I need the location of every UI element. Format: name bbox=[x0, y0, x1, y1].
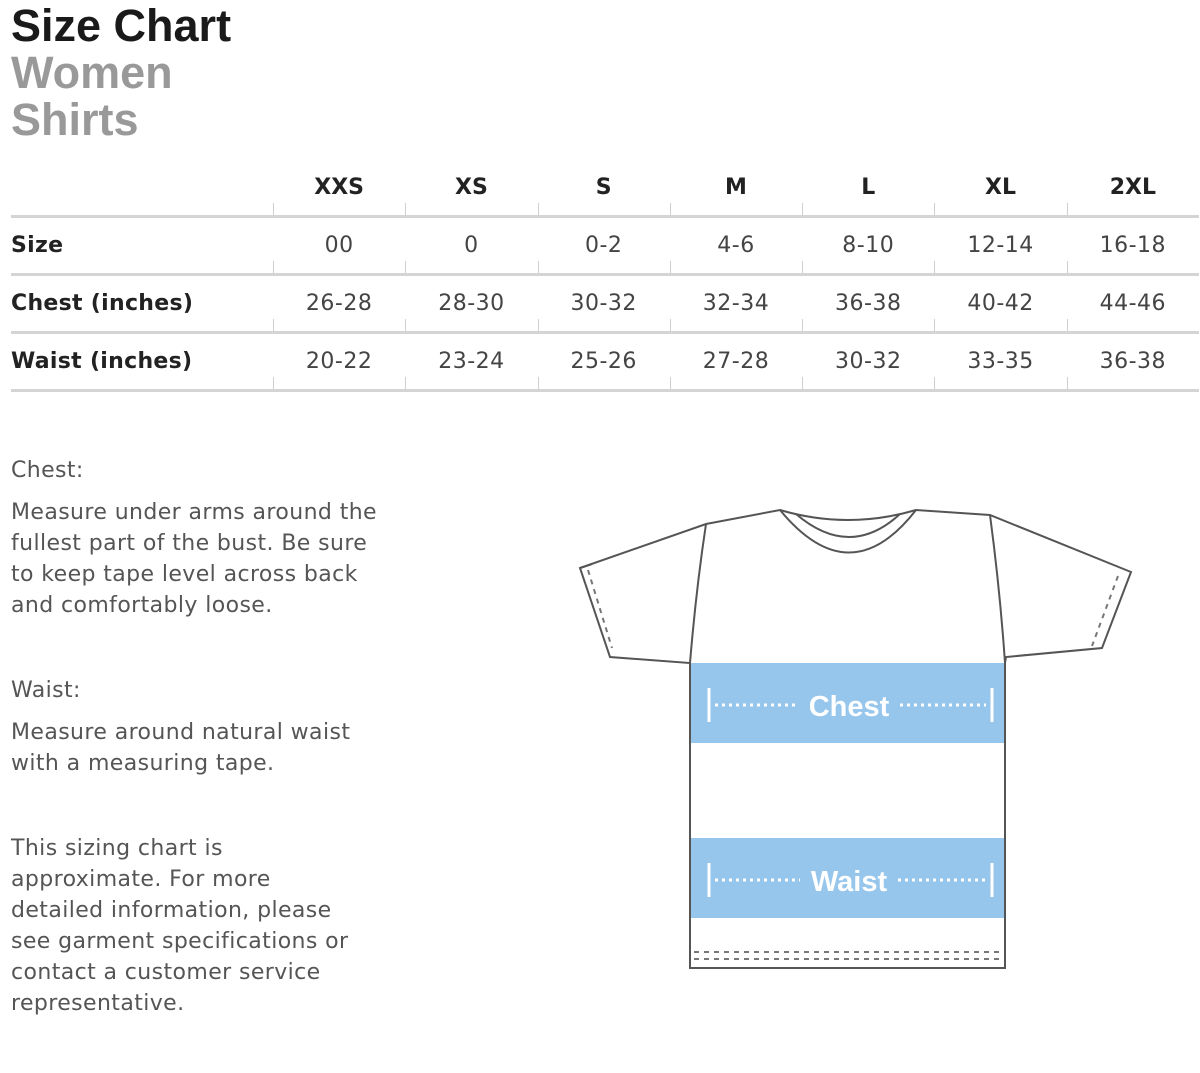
text-line: Measure around natural waist bbox=[11, 720, 351, 745]
size-column-header: 2XL bbox=[1067, 160, 1199, 217]
shirt-diagram bbox=[570, 500, 1150, 980]
size-column-header: XL bbox=[934, 160, 1066, 217]
size-column-header: XS bbox=[405, 160, 537, 217]
size-header-row bbox=[11, 160, 1199, 217]
category-subtitle: Shirts bbox=[11, 94, 139, 145]
table-cell: 27-28 bbox=[670, 333, 802, 391]
table-cell: 16-18 bbox=[1067, 217, 1199, 275]
page-title: Size Chart bbox=[11, 0, 232, 51]
table-cell: 12-14 bbox=[934, 217, 1066, 275]
text-line: with a measuring tape. bbox=[11, 751, 275, 776]
text-line: representative. bbox=[11, 991, 185, 1016]
text-line: to keep tape level across back bbox=[11, 562, 358, 587]
table-cell: 0-2 bbox=[538, 217, 670, 275]
table-cell: 40-42 bbox=[934, 275, 1066, 333]
row-label: Size bbox=[11, 233, 64, 258]
waist-label: Waist bbox=[810, 866, 888, 898]
size-column-header: XXS bbox=[273, 160, 405, 217]
text-line: and comfortably loose. bbox=[11, 593, 273, 618]
table-cell: 28-30 bbox=[405, 275, 537, 333]
text-line: approximate. For more bbox=[11, 867, 271, 892]
text-line: detailed information, please bbox=[11, 898, 332, 923]
title-block bbox=[11, 2, 231, 143]
table-cell: 30-32 bbox=[538, 275, 670, 333]
text-line: fullest part of the bust. Be sure bbox=[11, 531, 368, 556]
table-cell: 20-22 bbox=[273, 333, 405, 391]
table-cell: 4-6 bbox=[670, 217, 802, 275]
table-row-size bbox=[11, 217, 1199, 275]
header-blank-cell bbox=[11, 160, 273, 217]
text-line: contact a customer service bbox=[11, 960, 321, 985]
table-cell: 00 bbox=[273, 217, 405, 275]
waist-instructions bbox=[11, 717, 431, 779]
table-cell: 30-32 bbox=[802, 333, 934, 391]
text-line: Measure under arms around the bbox=[11, 500, 377, 525]
chest-heading: Chest: bbox=[11, 458, 84, 483]
table-cell: 23-24 bbox=[405, 333, 537, 391]
table-cell: 36-38 bbox=[1067, 333, 1199, 391]
size-column-header: L bbox=[802, 160, 934, 217]
table-cell: 44-46 bbox=[1067, 275, 1199, 333]
size-column-header: S bbox=[538, 160, 670, 217]
text-line: This sizing chart is bbox=[11, 836, 223, 861]
sizing-note bbox=[11, 833, 411, 1019]
waist-heading: Waist: bbox=[11, 678, 81, 703]
table-cell: 36-38 bbox=[802, 275, 934, 333]
chest-instructions bbox=[11, 497, 441, 621]
size-column-header: M bbox=[670, 160, 802, 217]
chest-label: Chest bbox=[808, 691, 890, 723]
text-line: see garment specifications or bbox=[11, 929, 349, 954]
gender-subtitle: Women bbox=[11, 47, 173, 98]
table-row-waist bbox=[11, 333, 1199, 391]
table-cell: 32-34 bbox=[670, 275, 802, 333]
row-label: Chest (inches) bbox=[11, 291, 194, 316]
table-cell: 33-35 bbox=[934, 333, 1066, 391]
table-cell: 0 bbox=[405, 217, 537, 275]
table-cell: 8-10 bbox=[802, 217, 934, 275]
size-table bbox=[11, 160, 1199, 392]
table-cell: 25-26 bbox=[538, 333, 670, 391]
row-label: Waist (inches) bbox=[11, 349, 193, 374]
table-cell: 26-28 bbox=[273, 275, 405, 333]
table-row-chest bbox=[11, 275, 1199, 333]
